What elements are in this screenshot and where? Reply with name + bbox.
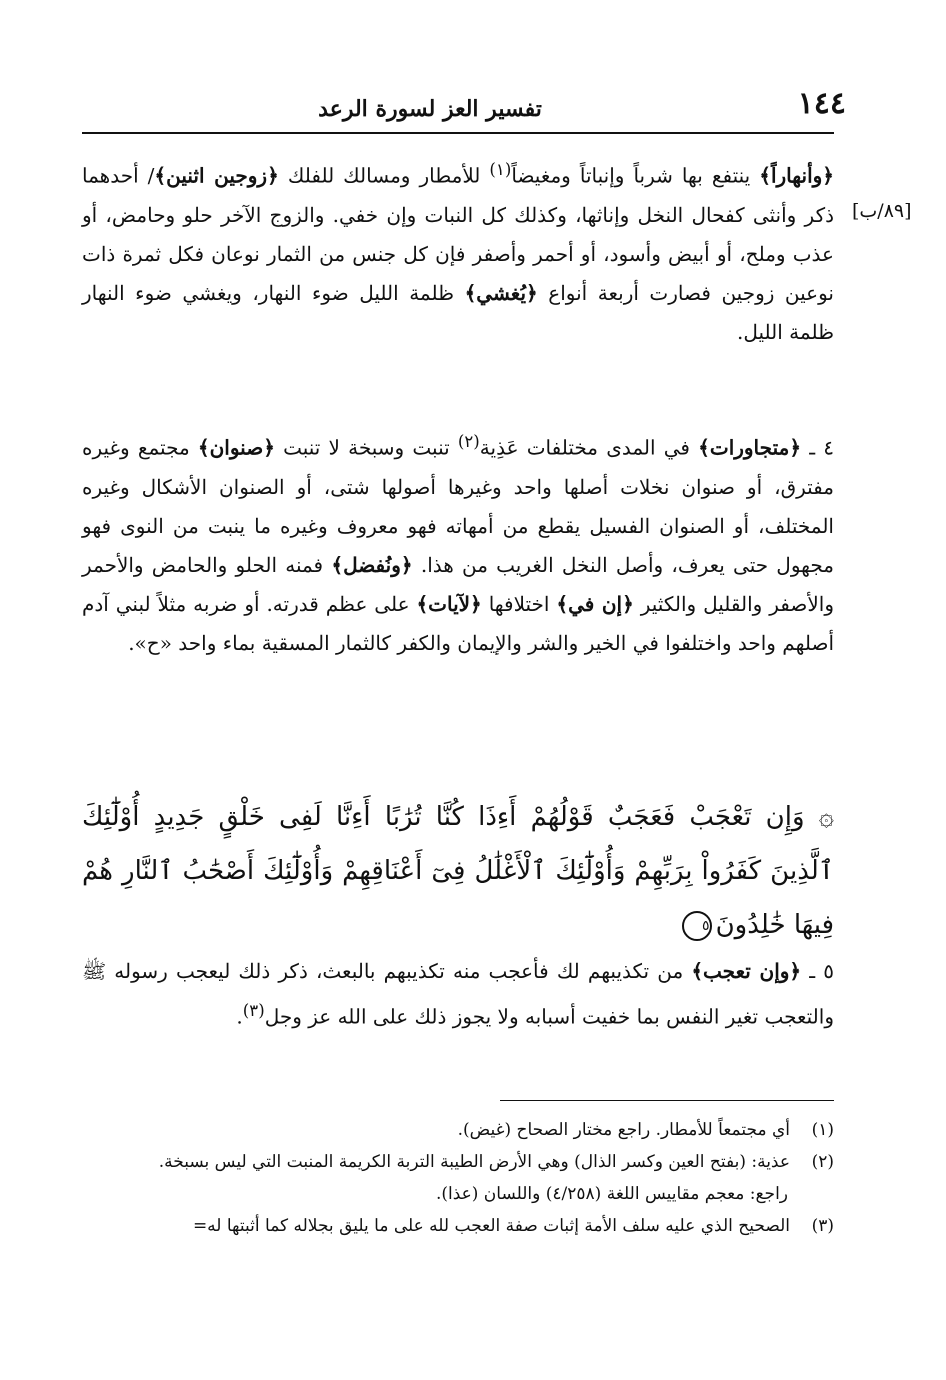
footnote-text: الصحيح الذي عليه سلف الأمة إثبات صفة العجب لله على ما يليق بجلاله كما أثبتها له=: [192, 1216, 790, 1236]
quran-verse-text: ۞ وَإِن تَعْجَبْ فَعَجَبٌ قَوْلُهُمْ أَءِذَا كُنَّا تُرَٰبًا أَءِنَّا لَفِى خَلْقٍ جَدِيدٍ أُوْلَٰٓئِكَ ٱلَّذِينَ كَفَرُواْ بِرَبِّهِمْ وَأُوْلَٰٓئِكَ ٱلْأَغْلَٰلُ فِىٓ أَعْنَاقِهِمْ وَأُوْلَٰٓئِكَ أَصْحَٰبُ ٱلنَّارِ هُمْ فِيهَا خَٰلِدُونَ: [82, 802, 834, 940]
footnote-2: [82, 1146, 834, 1178]
quran-term: ﴿وأنهاراً﴾: [759, 163, 834, 188]
footnote-1: [82, 1114, 834, 1146]
commentary-paragraph-verse-3: [82, 150, 834, 352]
quran-term: ﴿يُغشي﴾: [464, 280, 538, 305]
quran-verse-block: [82, 790, 834, 952]
text-run: من تكذيبهم لك فأعجب منه تكذيبهم بالبعث، ذكر ذلك ليعجب رسوله ﷺ والتعجب تغير النفس بما خفيت أسبابه ولا يجوز ذلك على الله عز وجل: [82, 959, 834, 1029]
verse-number: ٤ ـ: [801, 435, 834, 460]
footnote-ref-3: (٣): [242, 1001, 265, 1020]
quran-term: ﴿زوجين اثنين﴾: [154, 163, 279, 188]
ayah-number-marker: ٥: [682, 911, 712, 941]
quran-term: ﴿متجاورات﴾: [698, 435, 802, 460]
quran-term: ﴿صنوان﴾: [197, 435, 275, 460]
text-run: .: [236, 1004, 243, 1029]
text-run: للأمطار ومسالك للفلك: [278, 163, 490, 188]
footnote-number: (٣): [811, 1216, 834, 1236]
text-run: مجتمع وغيره مفترق، أو صنوان نخلات أصلها واحد وغيرها أصولها شتى، أو الصنوان الأشكال وغيره المختلف، أو الصنوان الفسيل يقطع من أمهاته فهو معروف وغيره ما ينبت من النوى فهو مجهول حتى يعرف، وأصل النخل الغريب من هذا.: [82, 435, 835, 577]
footnotes-section: [82, 1114, 834, 1242]
verse-number: ٥ ـ: [801, 959, 834, 983]
text-run: على عظم قدرته. أو ضربه مثلاً لبني آدم أصلهم واحد واختلفوا في الخير والشر والإيمان والكفر كالثمار المسقية بماء واحد «ح».: [82, 591, 834, 655]
text-run: تنبت وسبخة لا تنبت: [274, 435, 458, 460]
footnote-ref-1: (١): [489, 160, 512, 179]
footnote-number: (٢): [811, 1152, 834, 1172]
quran-term: ﴿لآيات﴾: [416, 591, 482, 616]
text-run: اختلافها: [481, 591, 557, 616]
header-divider: [82, 132, 834, 134]
commentary-paragraph-verse-5: [82, 952, 834, 1037]
footnote-number: (١): [811, 1120, 834, 1140]
page-number: ١٤٤: [797, 86, 846, 121]
footnote-3: [82, 1210, 834, 1242]
footnote-2-reference: راجع: معجم مقاييس اللغة (٤/٢٥٨) واللسان (عذا).: [435, 1184, 788, 1204]
text-run: فمنه الحلو والحامض والأحمر والأصفر والقليل والكثير: [82, 552, 834, 616]
footnote-text: أي مجتمعاً للأمطار. راجع مختار الصحاح (غيض).: [457, 1120, 790, 1140]
text-run: في المدى مختلفات عَذِية: [479, 435, 699, 460]
footnote-divider: [500, 1100, 834, 1101]
running-title: تفسير العز لسورة الرعد: [318, 96, 542, 122]
manuscript-folio-note: [٨٩/ب]: [852, 200, 912, 222]
quran-term: ﴿ونُفضل﴾: [331, 552, 413, 577]
commentary-paragraph-verse-4: [82, 422, 834, 663]
text-run: ينتفع بها شرباً وإنباتاً ومغيضاً: [511, 163, 760, 188]
text-run: ظلمة الليل ضوء النهار، ويغشي ضوء النهار ظلمة الليل.: [82, 280, 834, 344]
quran-term: ﴿وإن تعجب﴾: [691, 959, 802, 983]
text-run: / أحدهما ذكر وأنثى كفحال النخل وإناثها، وكذلك كل النبات وإن خفي. والزوج الآخر حلو وحامض، أو عذب وملح، أو أبيض وأسود، أو أحمر وأصفر فإن كل جنس من الثمار نوعان فكل ثمرة ذات نوعين زوجين فصارت أربعة أنواع: [82, 163, 835, 305]
footnote-text: عذية: (بفتح العين وكسر الذال) وهي الأرض الطيبة التربة الكريمة المنبت التي ليس بسبخة.: [158, 1152, 790, 1172]
quran-term: ﴿إن في﴾: [556, 591, 634, 616]
footnote-ref-2: (٢): [457, 432, 480, 451]
